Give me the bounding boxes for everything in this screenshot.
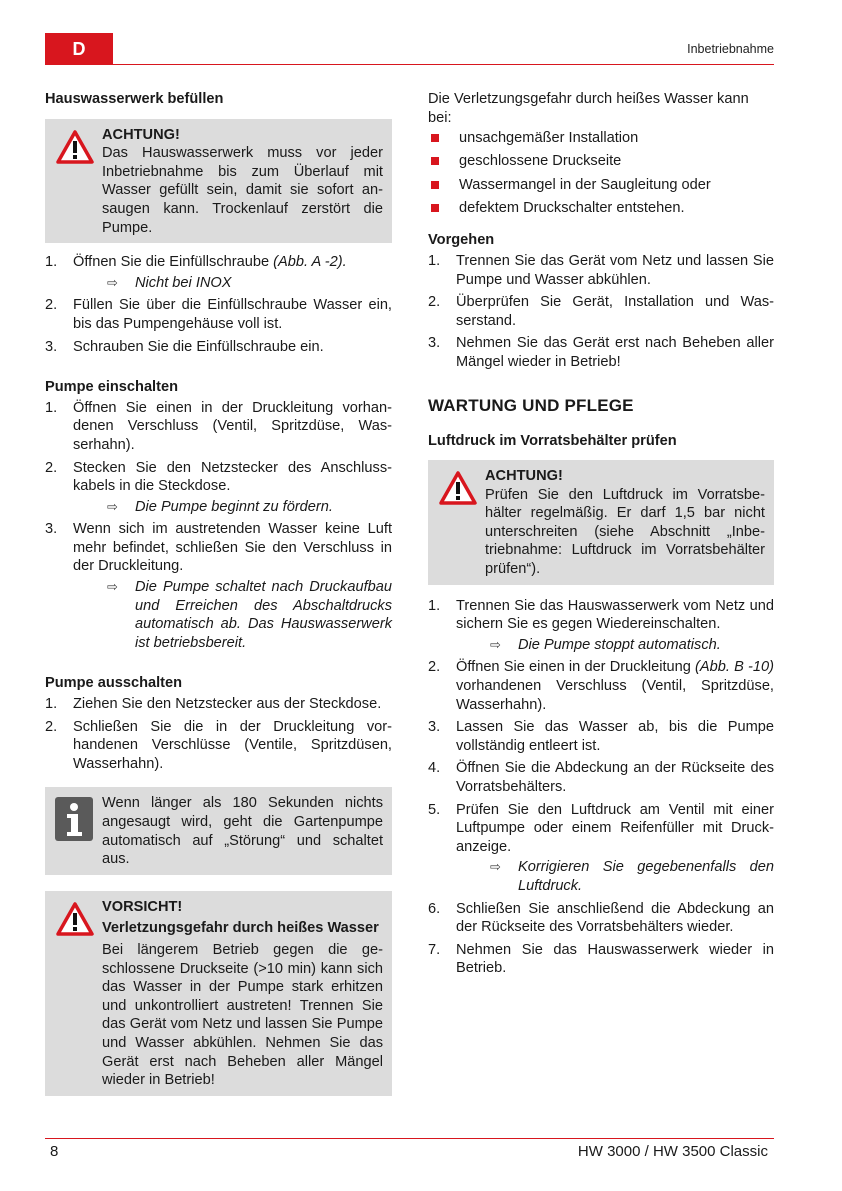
step-text: Nehmen Sie das Gerät erst nach Beheben aller Mängel wieder in Betrieb! xyxy=(456,335,774,370)
list-item xyxy=(45,296,392,333)
warning-text: Das Hauswasserwerk muss vor jeder Inbetriebnahme bis zum Überlauf mit Wasser gefüllt sein, damit sie sofort ansaugen kann. Trockenlauf zerstört die Pumpe. xyxy=(102,145,383,236)
info-icon xyxy=(55,797,93,841)
step-text: Trennen Sie das Gerät vom Netz und lassen Sie Pumpe und Wasser abkühlen. xyxy=(456,252,774,288)
step-text: Überprüfen Sie Gerät, Installation und Wasserstand. xyxy=(456,294,774,329)
step-text: Nehmen Sie das Hauswasserwerk wieder in Betrieb. xyxy=(456,941,774,977)
step-number: 1. xyxy=(45,399,58,416)
result-arrow-icon: ⇨ xyxy=(107,498,118,514)
step-text: Wenn sich im austretenden Wasser keine Luft mehr befindet, schließen Sie den Verschluss in der Druckleitung. xyxy=(73,521,392,575)
warning-triangle-icon xyxy=(55,901,95,937)
model-name: HW 3000 / HW 3500 Classic xyxy=(577,1143,768,1160)
left-column xyxy=(45,90,392,1104)
section-title: Inbetriebnahme xyxy=(687,42,774,56)
step-result: ⇨ Die Pumpe stoppt automatisch. xyxy=(490,636,721,653)
language-tab: D xyxy=(45,33,113,65)
warning-triangle-icon xyxy=(55,129,95,165)
caution-title: VORSICHT! xyxy=(102,898,183,915)
procedure-steps xyxy=(428,252,774,372)
list-item xyxy=(45,695,392,714)
step-result: ⇨ Die Pumpe beginnt zu fördern. xyxy=(107,498,333,515)
info-text: Wenn länger als 180 Sekunden nichts angesaugt wird, geht die Gartenpumpe automatisch auf „Störung“ und schaltet aus. xyxy=(102,795,383,868)
step-number: 3. xyxy=(428,335,441,352)
list-item: unsachgemäßer Installation xyxy=(428,129,774,148)
caution-text: Bei längerem Betrieb gegen die geschlossene Druckseite (>10 min) kann sich das Wasser in der Pumpe stark erhitzen und unkontrolliert austreten! Trennen Sie das Gerät vom Netz und lassen Sie Pumpe und Wasser abkühlen. Nehmen Sie das Gerät erst nach Beheben aller Mängel wieder in Betrieb! xyxy=(102,941,383,1089)
result-arrow-icon: ⇨ xyxy=(107,274,118,290)
step-number: 2. xyxy=(428,294,441,311)
list-item xyxy=(428,293,774,330)
procedure-heading: Vorgehen xyxy=(428,232,495,249)
step-result: ⇨ Korrigieren Sie gegebenenfalls den Luftdruck. xyxy=(490,859,774,894)
fill-heading: Hauswasserwerk befüllen xyxy=(45,91,224,107)
step-text: Trennen Sie das Hauswasserwerk vom Netz und sichern Sie es gegen Wiedereinschalten. xyxy=(456,597,774,633)
warning-triangle-icon xyxy=(438,470,478,506)
step-text: Schließen Sie anschließend die Abdeckung an der Rückseite des Vorratsbehälters wieder. xyxy=(456,900,774,936)
list-item xyxy=(428,941,774,978)
warning-title: ACHTUNG! xyxy=(102,126,180,143)
right-column xyxy=(428,90,774,992)
step-number: 3. xyxy=(45,338,58,355)
step-text: Schließen Sie die in der Druckleitung vorhandenen Verschlüsse (Ventile, Spritzdüsen, Wasserhahn). xyxy=(73,718,392,772)
step-number: 3. xyxy=(45,521,58,538)
figure-reference: (Abb. B -10) xyxy=(695,659,774,676)
list-item xyxy=(428,759,774,796)
switch-on-heading: Pumpe einschalten xyxy=(45,379,179,396)
step-text: Stecken Sie den Netzstecker des Anschlusskabels in die Steckdose. xyxy=(73,459,392,495)
step-number: 3. xyxy=(428,719,441,736)
step-number: 1. xyxy=(45,254,58,271)
caution-subtitle: Verletzungsgefahr durch heißes Wasser xyxy=(102,920,379,937)
step-number: 2. xyxy=(45,459,58,476)
switch-off-steps xyxy=(45,695,392,773)
list-item xyxy=(428,900,774,937)
step-number: 1. xyxy=(428,252,441,269)
result-arrow-icon: ⇨ xyxy=(107,579,118,595)
caution-box xyxy=(45,891,392,1096)
step-number: 5. xyxy=(428,801,441,818)
maintenance-heading: WARTUNG UND PFLEGE xyxy=(428,395,634,415)
fill-steps xyxy=(45,253,392,356)
step-text: Prüfen Sie den Luftdruck am Ventil mit einer Luftpumpe oder einem Reifenfüller mit Druckanzeige. xyxy=(456,801,774,855)
step-number: 6. xyxy=(428,900,441,917)
step-text: Öffnen Sie einen in der Druckleitung xyxy=(456,659,696,676)
step-number: 7. xyxy=(428,941,441,958)
list-item: 2. Öffnen Sie einen in der Druckleitung (Abb. B -10) vorhandenen Verschluss (Ventil, Spritzdüse, Wasserhahn). xyxy=(428,659,774,713)
list-item xyxy=(45,520,392,652)
step-result: ⇨ Nicht bei INOX xyxy=(107,274,232,291)
hazard-list xyxy=(428,129,774,217)
list-item: geschlossene Druckseite xyxy=(428,152,774,171)
list-item xyxy=(45,459,392,517)
step-text: Lassen Sie das Wasser ab, bis die Pumpe vollständig entleert ist. xyxy=(456,719,774,754)
switch-off-heading: Pumpe ausschalten xyxy=(45,675,183,692)
list-item xyxy=(428,597,774,655)
footer-divider xyxy=(45,1138,774,1139)
fill-warning-box xyxy=(45,119,392,244)
step-result: ⇨ Die Pumpe schaltet nach Druckaufbau und Erreichen des Abschaltdrucks automatisch ab. Das Hauswasserwerk ist betriebsbereit. xyxy=(107,579,392,651)
warning-text: Prüfen Sie den Luftdruck im Vorratsbehälter regelmäßig. Er darf 1,5 bar nicht unterschreiten (siehe Abschnitt „Inbetriebnahme: Luftdruck im Vorratsbehälter prüfen“). xyxy=(485,486,765,578)
list-item xyxy=(428,801,774,896)
list-item xyxy=(428,334,774,371)
warning-title: ACHTUNG! xyxy=(485,468,563,485)
step-text: Öffnen Sie die Abdeckung an der Rückseite des Vorratsbehälters. xyxy=(456,760,774,795)
step-text: Schrauben Sie die Einfüllschraube ein. xyxy=(73,338,324,355)
step-text: Öffnen Sie die Einfüllschraube xyxy=(73,254,274,271)
step-text: Öffnen Sie einen in der Druckleitung vorhandenen Verschluss (Ventil, Spritzdüse, Wasserhahn). xyxy=(73,399,392,453)
page-number: 8 xyxy=(50,1143,59,1160)
list-item: Wassermangel in der Saugleitung oder xyxy=(428,176,774,195)
step-number: 1. xyxy=(45,696,58,713)
step-text: Füllen Sie über die Einfüllschraube Wasser ein, bis das Pumpengehäuse voll ist. xyxy=(73,297,392,332)
step-number: 2. xyxy=(428,659,441,676)
square-bullet-icon xyxy=(431,204,439,212)
result-arrow-icon: ⇨ xyxy=(490,859,501,875)
step-text: Ziehen Sie den Netzstecker aus der Steckdose. xyxy=(73,696,382,713)
list-item xyxy=(428,718,774,755)
step-number: 4. xyxy=(428,760,441,777)
list-item xyxy=(45,338,392,357)
list-item: defektem Druckschalter entstehen. xyxy=(428,199,774,218)
step-number: 2. xyxy=(45,297,58,314)
switch-on-steps xyxy=(45,399,392,653)
list-item xyxy=(45,399,392,455)
list-item xyxy=(428,252,774,289)
pressure-heading: Luftdruck im Vorratsbehälter prüfen xyxy=(428,432,677,449)
square-bullet-icon xyxy=(431,134,439,142)
square-bullet-icon xyxy=(431,181,439,189)
pressure-warning-box xyxy=(428,460,774,585)
result-arrow-icon: ⇨ xyxy=(490,636,501,652)
step-number: 1. xyxy=(428,597,441,614)
square-bullet-icon xyxy=(431,157,439,165)
header-divider xyxy=(45,64,774,65)
hazard-intro: Die Verletzungsgefahr durch heißes Wasser kann bei: xyxy=(428,91,749,126)
pressure-steps xyxy=(428,597,774,978)
figure-reference: (Abb. A -2). xyxy=(273,254,347,271)
list-item xyxy=(45,718,392,774)
list-item xyxy=(45,253,392,292)
step-number: 2. xyxy=(45,718,58,735)
info-box xyxy=(45,787,392,874)
